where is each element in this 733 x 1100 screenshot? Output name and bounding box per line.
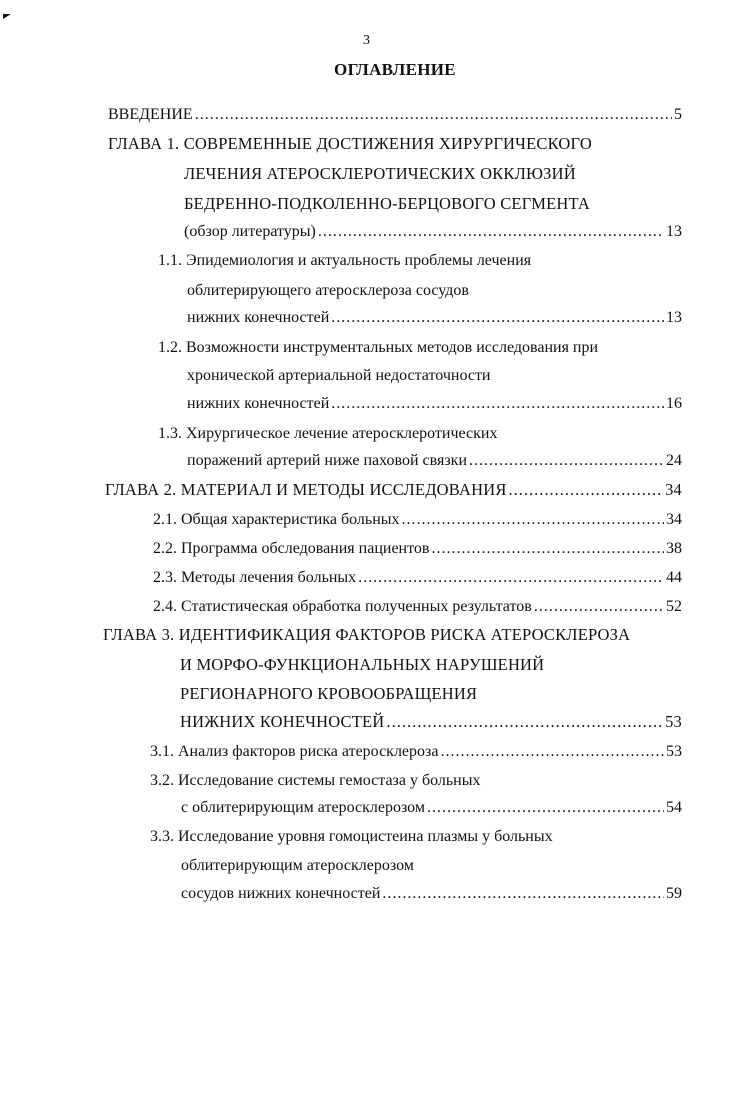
toc-chapter-1-line-1: ГЛАВА 1. СОВРЕМЕННЫЕ ДОСТИЖЕНИЯ ХИРУРГИЧЕСКОГО (108, 134, 592, 153)
dot-leader (431, 538, 664, 560)
dot-leader (509, 479, 664, 501)
toc-page-number: 54 (666, 799, 682, 816)
toc-section-3-3-line-1: 3.3. Исследование уровня гомоцистеина плазмы у больных (150, 828, 553, 845)
dot-leader (318, 221, 664, 243)
toc-entry-text: 2.2. Программа обследования пациентов (153, 540, 430, 557)
toc-entry-text: сосудов нижних конечностей (181, 885, 381, 902)
toc-entry-text: ГЛАВА 2. МАТЕРИАЛ И МЕТОДЫ ИССЛЕДОВАНИЯ (105, 480, 507, 499)
dot-leader (386, 711, 663, 733)
toc-entry-text: нижних конечностей (187, 309, 330, 326)
toc-chapter-3-line-1: ГЛАВА 3. ИДЕНТИФИКАЦИЯ ФАКТОРОВ РИСКА АТЕРОСКЛЕРОЗА (103, 625, 631, 644)
dot-leader (331, 393, 664, 415)
toc-section-1-3-line-1: 1.3. Хирургическое лечение атеросклеротических (158, 425, 498, 442)
toc-entry-text: поражений артерий ниже паховой связки (187, 452, 467, 469)
toc-entry-text: 2.3. Методы лечения больных (153, 569, 357, 586)
toc-chapter-1-line-2: ЛЕЧЕНИЯ АТЕРОСКЛЕРОТИЧЕСКИХ ОККЛЮЗИЙ (184, 164, 576, 183)
page-number: 3 (363, 33, 370, 48)
dot-leader (469, 450, 664, 472)
toc-entry-text: 3.1. Анализ факторов риска атеросклероза (150, 743, 439, 760)
dot-leader (195, 104, 672, 126)
toc-entry-text: НИЖНИХ КОНЕЧНОСТЕЙ (180, 712, 385, 731)
toc-section-1-2-line-1: 1.2. Возможности инструментальных методов исследования при (158, 339, 599, 356)
toc-entry-intro[interactable] (108, 104, 682, 126)
toc-section-1-1-line-2: облитерирующего атеросклероза сосудов (187, 282, 469, 299)
toc-page-number: 34 (665, 480, 682, 499)
toc-section-3-3-line-2: облитерирующим атеросклерозом (181, 857, 414, 874)
dot-leader (358, 567, 664, 589)
toc-entry-text: (обзор литературы) (184, 223, 316, 240)
toc-entry-text: 2.4. Статистическая обработка полученных результатов (153, 598, 532, 615)
toc-chapter-3-line-2: И МОРФО-ФУНКЦИОНАЛЬНЫХ НАРУШЕНИЙ (180, 655, 545, 674)
toc-entry-section-3-2[interactable] (181, 797, 682, 819)
toc-page-number: 38 (666, 540, 682, 557)
toc-chapter-1-line-3: БЕДРЕННО-ПОДКОЛЕННО-БЕРЦОВОГО СЕГМЕНТА (184, 194, 591, 213)
toc-entry-section-1-2[interactable] (187, 393, 682, 415)
toc-entry-chapter-2[interactable] (105, 479, 682, 501)
toc-page-number: 52 (666, 598, 682, 615)
toc-page-number: 53 (666, 743, 682, 760)
toc-entry-text: нижних конечностей (187, 395, 330, 412)
dot-leader (402, 509, 665, 531)
dot-leader (382, 883, 664, 905)
toc-section-1-1-line-1: 1.1. Эпидемиология и актуальность проблемы лечения (158, 252, 532, 269)
toc-chapter-3-line-3: РЕГИОНАРНОГО КРОВООБРАЩЕНИЯ (180, 684, 478, 703)
toc-entry-chapter-1[interactable] (184, 221, 682, 243)
toc-page-number: 24 (666, 452, 682, 469)
toc-page-number: 13 (666, 223, 682, 240)
toc-page-number: 53 (665, 712, 682, 731)
dot-leader (427, 797, 664, 819)
dot-leader (440, 741, 664, 763)
dot-leader (331, 307, 664, 329)
toc-entry-section-3-3[interactable] (181, 883, 682, 905)
toc-entry-text: с облитерирующим атеросклерозом (181, 799, 425, 816)
toc-page-number: 5 (674, 106, 682, 123)
toc-entry-text: ВВЕДЕНИЕ (108, 106, 193, 123)
toc-section-3-2-line-1: 3.2. Исследование системы гемостаза у больных (150, 772, 481, 789)
toc-entry-section-2-3[interactable] (153, 567, 682, 589)
toc-entry-section-3-1[interactable] (150, 741, 682, 763)
toc-page-number: 44 (666, 569, 682, 586)
toc-entry-text: 2.1. Общая характеристика больных (153, 511, 400, 528)
toc-entry-section-2-2[interactable] (153, 538, 682, 560)
toc-page-number: 59 (666, 885, 682, 902)
toc-page-number: 16 (666, 395, 682, 412)
dot-leader (534, 596, 664, 618)
toc-entry-section-2-1[interactable] (153, 509, 682, 531)
toc-entry-section-1-1[interactable] (187, 307, 682, 329)
toc-entry-chapter-3[interactable] (180, 711, 682, 733)
toc-page-number: 13 (666, 309, 682, 326)
toc-entry-section-1-3[interactable] (187, 450, 682, 472)
page-title: ОГЛАВЛЕНИЕ (334, 60, 456, 79)
toc-page-number: 34 (666, 511, 682, 528)
toc-section-1-2-line-2: хронической артериальной недостаточности (187, 367, 491, 384)
toc-entry-section-2-4[interactable] (153, 596, 682, 618)
